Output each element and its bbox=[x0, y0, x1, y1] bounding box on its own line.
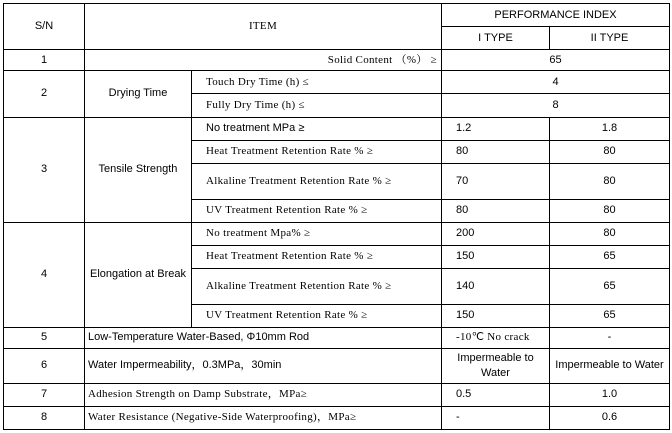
row-6-sn: 6 bbox=[4, 348, 85, 383]
row-6-type-ii: Impermeable to Water bbox=[550, 348, 670, 383]
row-8-item: Water Resistance (Negative-Side Waterproofing)，MPa≥ bbox=[85, 406, 442, 429]
row-3-sub-2-type-ii: 80 bbox=[550, 140, 670, 163]
row-3-sub-4-type-i: 80 bbox=[442, 199, 550, 222]
row-4-sub-2-label: Heat Treatment Retention Rate % ≥ bbox=[192, 245, 442, 268]
row-3-sub-1-label: No treatment MPa ≥ bbox=[192, 117, 442, 140]
row-4-sub-3-type-ii: 65 bbox=[550, 269, 670, 305]
row-3-sub-2-type-i: 80 bbox=[442, 140, 550, 163]
row-4-sub-2-type-i: 150 bbox=[442, 245, 550, 268]
header-performance-index: PERFORMANCE INDEX bbox=[442, 4, 670, 27]
row-1-item: Solid Content （%） ≥ bbox=[85, 50, 442, 71]
row-2-sn: 2 bbox=[4, 71, 85, 117]
performance-spec-table bbox=[3, 3, 670, 430]
row-4-sn: 4 bbox=[4, 222, 85, 327]
header-sn: S/N bbox=[4, 4, 85, 50]
row-4-sub-3-label: Alkaline Treatment Retention Rate % ≥ bbox=[192, 269, 442, 305]
row-2-sub-2-label: Fully Dry Time (h) ≤ bbox=[192, 94, 442, 117]
header-item: ITEM bbox=[85, 4, 442, 50]
row-2-sub-1-value: 4 bbox=[442, 71, 670, 94]
row-3-sub-4-type-ii: 80 bbox=[550, 199, 670, 222]
row-3-sub-2-label: Heat Treatment Retention Rate % ≥ bbox=[192, 140, 442, 163]
row-7-item: Adhesion Strength on Damp Substrate，MPa≥ bbox=[85, 383, 442, 406]
row-2-sub-2-value: 8 bbox=[442, 94, 670, 117]
row-3-sub-1-type-ii: 1.8 bbox=[550, 117, 670, 140]
row-8-type-i: - bbox=[442, 406, 550, 429]
row-7-type-ii: 1.0 bbox=[550, 383, 670, 406]
row-7-type-i: 0.5 bbox=[442, 383, 550, 406]
row-3-sub-3-type-i: 70 bbox=[442, 163, 550, 199]
row-4-sub-1-label: No treatment Mpa% ≥ bbox=[192, 222, 442, 245]
row-3-sub-3-type-ii: 80 bbox=[550, 163, 670, 199]
row-4-item: Elongation at Break bbox=[85, 222, 192, 327]
row-6-item: Water Impermeability，0.3MPa，30min bbox=[85, 348, 442, 383]
row-8-sn: 8 bbox=[4, 406, 85, 429]
row-4-sub-3-type-i: 140 bbox=[442, 269, 550, 305]
row-4-sub-1-type-i: 200 bbox=[442, 222, 550, 245]
row-5-type-ii: - bbox=[550, 327, 670, 348]
row-6-type-i: Impermeable to Water bbox=[442, 348, 550, 383]
row-5-type-i: -10℃ No crack bbox=[442, 327, 550, 348]
row-2-sub-1-label: Touch Dry Time (h) ≤ bbox=[192, 71, 442, 94]
row-5-item: Low-Temperature Water-Based, Φ10mm Rod bbox=[85, 327, 442, 348]
row-3-item: Tensile Strength bbox=[85, 117, 192, 222]
row-3-sub-1-type-i: 1.2 bbox=[442, 117, 550, 140]
row-5-sn: 5 bbox=[4, 327, 85, 348]
row-4-sub-4-type-i: 150 bbox=[442, 304, 550, 327]
row-8-type-ii: 0.6 bbox=[550, 406, 670, 429]
header-type-i: I TYPE bbox=[442, 27, 550, 50]
header-type-ii: II TYPE bbox=[550, 27, 670, 50]
row-4-sub-4-type-ii: 65 bbox=[550, 304, 670, 327]
row-4-sub-1-type-ii: 80 bbox=[550, 222, 670, 245]
row-4-sub-2-type-ii: 65 bbox=[550, 245, 670, 268]
row-3-sub-4-label: UV Treatment Retention Rate % ≥ bbox=[192, 199, 442, 222]
row-4-sub-4-label: UV Treatment Retention Rate % ≥ bbox=[192, 304, 442, 327]
row-3-sub-3-label: Alkaline Treatment Retention Rate % ≥ bbox=[192, 163, 442, 199]
row-1-sn: 1 bbox=[4, 50, 85, 71]
row-1-value: 65 bbox=[442, 50, 670, 71]
row-3-sn: 3 bbox=[4, 117, 85, 222]
row-2-item: Drying Time bbox=[85, 71, 192, 117]
row-7-sn: 7 bbox=[4, 383, 85, 406]
